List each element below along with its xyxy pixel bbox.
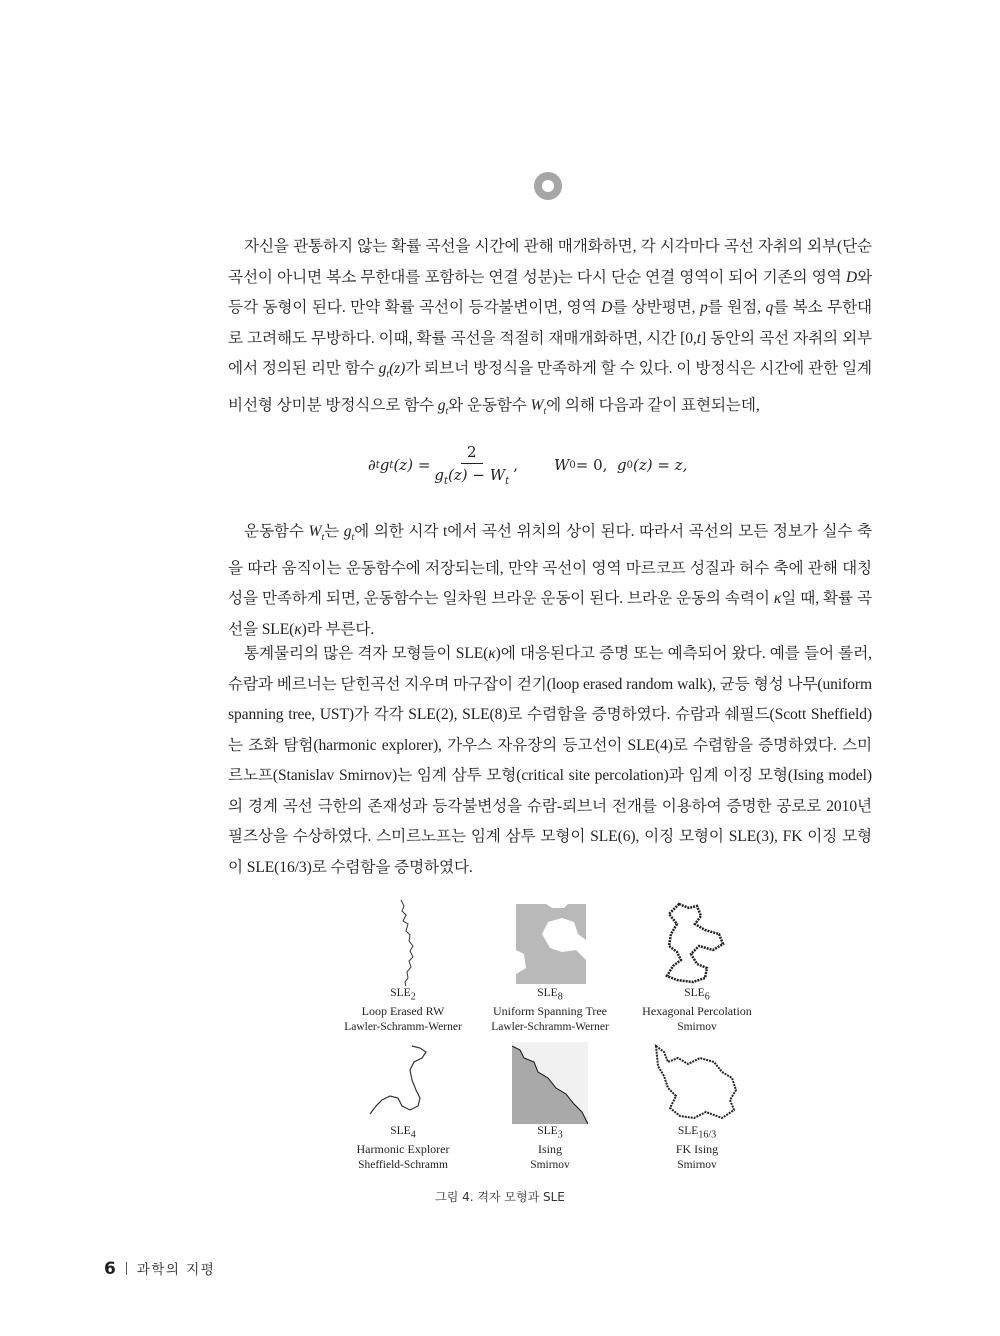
panel-model-name: FK Ising <box>675 1142 719 1157</box>
sle-sub: 2 <box>410 991 416 1003</box>
uniform-spanning-tree-region-icon <box>512 898 588 986</box>
sle-text: SLE <box>537 1125 558 1137</box>
text-run: 를 상반평면, <box>612 299 700 316</box>
math-var: W <box>530 396 544 414</box>
paragraph-1 <box>228 232 872 427</box>
text-run: 일 때, 확률 곡선을 SLE( <box>228 590 872 638</box>
eq-sub: 0 <box>569 459 576 471</box>
math-sub: t <box>386 369 390 381</box>
text-run: 와 운동함수 <box>448 396 531 414</box>
math-var: (z) <box>389 360 406 377</box>
text-run: 에 의한 시각 t에서 곡선 위치의 상이 된다. 따라서 곡선의 모든 정보가 실수 축을 따라 움직이는 운동함수에 저장되는데, 만약 곡선이 영역 마르코프 성질과 허수 축에 관해 대칭성을 만족하게 되면, 운동함수는 일차원 브라운 운동이 된다. 브라운 운동의 속력이 <box>228 523 873 608</box>
eq-fraction <box>434 443 509 487</box>
paragraph-3 <box>228 639 872 883</box>
sle-text: SLE <box>537 987 558 999</box>
eq-comma: , <box>513 456 518 474</box>
eq-numerator: 2 <box>461 443 483 464</box>
eq-text: (z) − W <box>448 466 506 484</box>
panel-sle-label <box>624 986 770 1004</box>
sle-sub: 4 <box>410 1129 416 1141</box>
journal-title: 과학의 지평 <box>136 1262 216 1278</box>
hexagonal-percolation-cluster-icon <box>665 898 729 986</box>
eq-text: = 0, <box>575 456 608 474</box>
panel-authors: Smirnov <box>677 1021 717 1034</box>
text-run: )에 대응된다고 증명 또는 예측되어 왔다. 예를 들어 롤러, 슈람과 베르너는 닫힌곡선 지우며 마구잡이 걷기(loop erased random walk), 균등 형성 나무(uniform spanning tree, UST)가 각각 SLE(2), SLE(8)로 수렴함을 증명하였다. 슈람과 쉐필드(Scott Sheffield)는 조화 탐험(harmonic explorer), 가우스 자유장의 등고선이 SLE(4)로 수렴함을 증명하였다. 스미르노프(Stanislav Smirnov)는 임계 삼투 모형(critical site percolation)과 임계 이징 모형(Ising model)의 경계 곡선 극한의 존재성과 등각불변성을 슈람-뢰브너 전개를 이용하여 증명한 공로로 2010년 필즈상을 수상하였다. 스미르노프는 임계 삼투 모형이 SLE(6), 이징 모형이 SLE(3), FK 이징 모형이 SLE(16/3)로 수렴함을 증명하였다. <box>228 645 872 876</box>
eq-text: (z) = z, <box>632 456 688 474</box>
text-run: )라 부른다. <box>301 620 375 638</box>
sle-sub: 6 <box>704 991 710 1003</box>
panel-authors: Lawler-Schramm-Werner <box>491 1021 609 1034</box>
eq-var: W <box>553 456 570 474</box>
page-number: 6 <box>104 1259 116 1279</box>
math-var: p <box>699 299 708 316</box>
panel-sle-label <box>330 1124 476 1142</box>
panel-authors: Smirnov <box>530 1159 570 1172</box>
ising-interface-square-icon <box>512 1042 588 1124</box>
math-var: t <box>696 329 701 347</box>
figure-panel <box>330 1042 476 1172</box>
eq-sub: t <box>444 476 449 487</box>
sle-text: SLE <box>390 1125 411 1137</box>
sle-text: SLE <box>677 1125 699 1137</box>
panel-model-name: Loop Erased RW <box>361 1004 445 1019</box>
text-run: 를 원점, <box>707 299 766 316</box>
figure-panel <box>330 898 476 1034</box>
text-run: 를 복소 무한대로 고려해도 무방하다. 이때, 확률 곡선을 적절히 재매개화하면, 시간 [0, <box>228 299 872 347</box>
ring-ornament-icon <box>534 172 562 200</box>
eq-text: (z) = <box>393 456 431 474</box>
text-run: 에 의해 다음과 같이 표현되는데, <box>546 396 760 414</box>
math-sub: t <box>321 532 325 544</box>
eq-sub: t <box>505 476 510 487</box>
figure-panel <box>624 1042 770 1172</box>
figure-panel <box>624 898 770 1034</box>
text-run: 가 뢰브너 방정식을 만족하게 할 수 있다. 이 방정식은 시간에 관한 일계 비선형 상미분 방정식으로 함수 <box>228 360 872 414</box>
panel-sle-label <box>624 1124 770 1142</box>
panel-model-name: Hexagonal Percolation <box>642 1004 752 1019</box>
panel-model-name: Ising <box>538 1142 562 1157</box>
math-sub: t <box>351 532 355 544</box>
sle-sub: 3 <box>557 1129 563 1141</box>
math-var: κ <box>488 645 496 662</box>
text-run: 는 <box>324 523 344 540</box>
panel-sle-label <box>477 1124 623 1142</box>
math-var: g <box>437 396 446 414</box>
loop-erased-rw-curve-icon <box>383 898 423 986</box>
panel-authors: Smirnov <box>677 1159 717 1172</box>
eq-partial: ∂ <box>368 456 376 474</box>
math-var: q <box>765 299 774 316</box>
paragraph-2 <box>228 517 872 645</box>
text-run: 자신을 관통하지 않는 확률 곡선을 시간에 관해 매개화하면, 각 시각마다 곡선 자취의 외부(단순 곡선이 아니면 복소 무한대를 포함하는 연결 성분)는 다시 단순 연결 영역이 되어 기존의 영역 <box>228 238 872 286</box>
figure-panel <box>477 1042 623 1172</box>
figure-panel <box>477 898 623 1034</box>
text-run: 통계물리의 많은 격자 모형들이 SLE( <box>244 645 489 662</box>
sle-text: SLE <box>390 987 411 999</box>
math-var: D <box>845 268 858 286</box>
panel-authors: Lawler-Schramm-Werner <box>344 1021 462 1034</box>
eq-sub: t <box>389 459 394 471</box>
sle-sub: 8 <box>557 991 563 1003</box>
eq-var: g <box>434 466 444 484</box>
math-var: g <box>343 523 352 540</box>
figure-caption: 그림 4. 격자 모형과 SLE <box>435 1190 565 1204</box>
loewner-equation <box>368 440 748 490</box>
math-sub: t <box>543 405 547 417</box>
fk-ising-cluster-icon <box>652 1042 742 1124</box>
eq-var: g <box>379 456 390 474</box>
panel-model-name: Harmonic Explorer <box>356 1142 450 1157</box>
math-var: W <box>308 523 322 540</box>
text-run: 와 등각 동형이 된다. 만약 확률 곡선이 등각불변이면, 영역 <box>228 268 872 316</box>
sle-text: SLE <box>684 987 705 999</box>
panel-sle-label <box>477 986 623 1004</box>
math-var: κ <box>773 590 782 608</box>
panel-authors: Sheffield-Schramm <box>358 1159 448 1172</box>
harmonic-explorer-curve-icon <box>368 1042 438 1124</box>
math-var: D <box>601 299 613 316</box>
eq-sub: 0 <box>626 459 633 471</box>
panel-sle-label <box>330 986 476 1004</box>
eq-sub: t <box>375 459 380 471</box>
sle-sub: 16/3 <box>698 1129 717 1141</box>
panel-model-name: Uniform Spanning Tree <box>493 1004 607 1019</box>
math-sub: t <box>445 405 449 417</box>
page-footer <box>104 1258 215 1279</box>
eq-var: g <box>616 456 627 474</box>
text-run: ] 동안의 곡선 자취의 외부에서 정의된 리만 함수 <box>228 329 872 377</box>
footer-divider <box>126 1262 127 1275</box>
text-run: 운동함수 <box>244 523 309 540</box>
math-var: κ <box>294 620 302 638</box>
math-var: g <box>378 360 387 377</box>
eq-denominator <box>434 464 509 487</box>
